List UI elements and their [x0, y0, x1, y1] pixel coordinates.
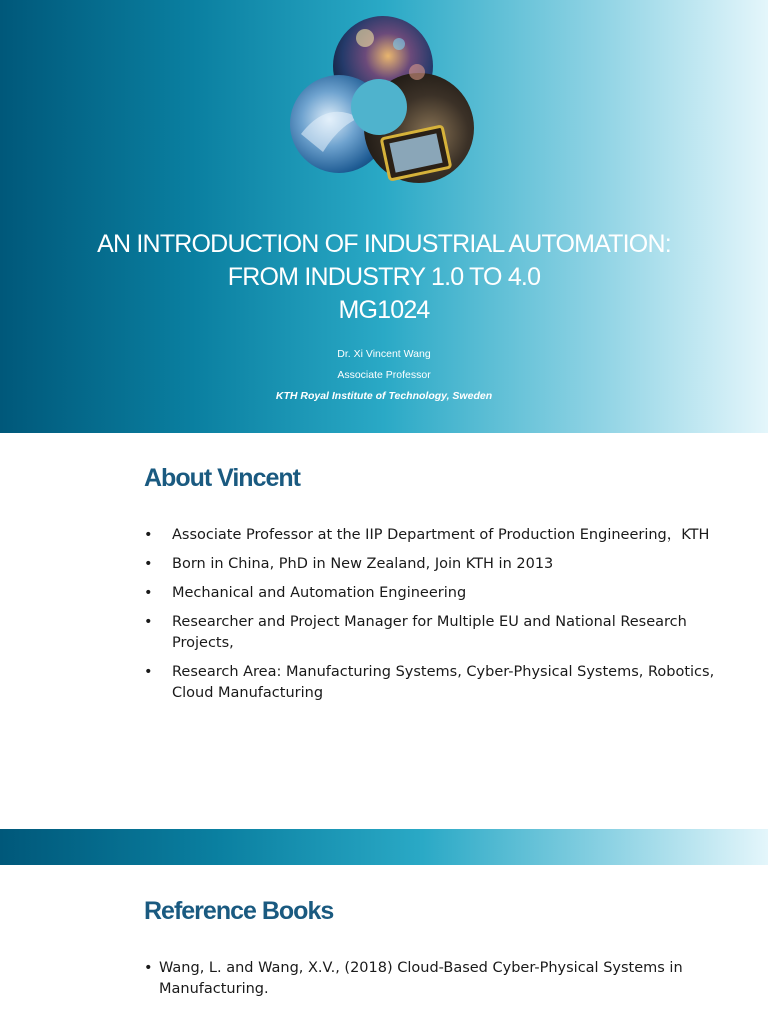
- bullet-dot: •: [144, 614, 153, 630]
- list-item: [144, 958, 724, 1000]
- slide-header-band: [0, 829, 768, 865]
- list-item-text: Researcher and Project Manager for Multiple EU and National Research Projects,: [172, 614, 687, 651]
- about-list: [144, 525, 734, 712]
- author-info: [0, 344, 768, 407]
- list-item: [144, 554, 734, 575]
- trefoil-photo-collage-logo: [287, 14, 477, 192]
- title-line-2: FROM INDUSTRY 1.0 TO 4.0: [227, 263, 541, 291]
- title-line-1: AN INTRODUCTION OF INDUSTRIAL AUTOMATION:: [97, 230, 671, 258]
- list-item: [144, 612, 734, 654]
- about-heading: About Vincent: [144, 464, 300, 492]
- list-item-text: Born in China, PhD in New Zealand, Join KTH in 2013: [172, 556, 554, 572]
- about-slide: [0, 433, 768, 829]
- title-slide: [0, 0, 768, 433]
- references-heading: Reference Books: [144, 897, 334, 925]
- list-item-text: Research Area: Manufacturing Systems, Cyber-Physical Systems, Robotics, Cloud Manufacturing: [172, 664, 715, 701]
- list-item-text: Mechanical and Automation Engineering: [172, 585, 467, 601]
- bullet-dot: •: [144, 664, 153, 680]
- author-position: Associate Professor: [337, 369, 431, 381]
- presentation-title: [0, 228, 768, 327]
- bullet-dot: •: [144, 585, 153, 601]
- bullet-dot: •: [144, 960, 153, 976]
- course-code: MG1024: [338, 296, 430, 324]
- bullet-dot: •: [144, 527, 153, 543]
- author-name: Dr. Xi Vincent Wang: [337, 348, 431, 360]
- list-item: [144, 525, 734, 546]
- references-list: [144, 958, 724, 1008]
- references-slide: [0, 865, 768, 1024]
- author-institute: KTH Royal Institute of Technology, Sweden: [275, 390, 493, 402]
- bullet-dot: •: [144, 556, 153, 572]
- list-item: [144, 583, 734, 604]
- list-item-text: Wang, L. and Wang, X.V., (2018) Cloud-Based Cyber-Physical Systems in Manufacturing.: [159, 960, 683, 997]
- list-item-text: Associate Professor at the IIP Department of Production Engineering，KTH: [172, 527, 710, 543]
- list-item: [144, 662, 734, 704]
